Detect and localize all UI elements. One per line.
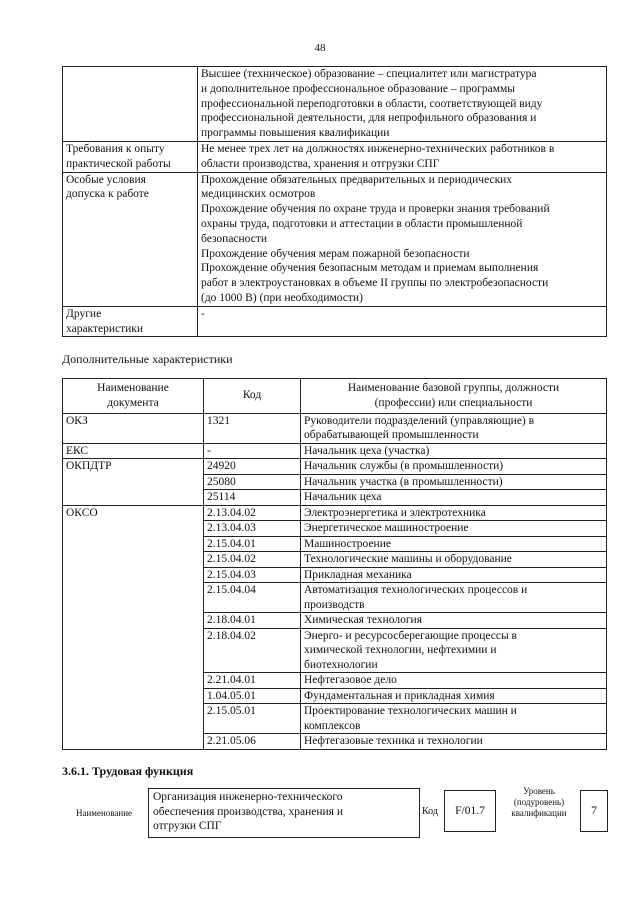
requirement-value-line: охраны труда, подготовки и аттестации в области промышленной <box>201 217 523 230</box>
code-cell: 2.18.04.02 <box>204 628 301 673</box>
function-name-line: обеспечения производства, хранения и <box>153 805 344 818</box>
requirement-label <box>63 306 198 337</box>
name-line: Начальник цеха <box>304 491 382 504</box>
name-line: Нефтегазовое дело <box>304 674 397 687</box>
labor-function-code: F/01.7 <box>444 790 496 832</box>
requirement-value-line: профессиональной переподготовки в области, соответствующей виду <box>201 97 543 110</box>
requirement-label-line: характеристики <box>66 322 144 335</box>
document-name: ОКПДТР <box>63 459 204 506</box>
level-label-line: квалификации <box>511 808 567 818</box>
name-line: Нефтегазовые техника и технологии <box>304 735 483 748</box>
name-line: комплексов <box>304 719 361 732</box>
name-line: Электроэнергетика и электротехника <box>304 506 486 519</box>
code-cell: 1321 <box>204 413 301 443</box>
code-cell: 25114 <box>204 490 301 506</box>
header-code <box>204 379 301 414</box>
requirement-value-line: и дополнительное профессиональное образование – программы <box>201 82 516 95</box>
document-name: ОКСО <box>63 505 204 749</box>
name-line: Химическая технология <box>304 614 422 627</box>
requirement-value-line: работ в электроустановках в объеме II группы по электробезопасности <box>201 277 549 290</box>
name-cell <box>301 413 607 443</box>
requirement-value-line: (до 1000 В) (при необходимости) <box>201 291 363 304</box>
name-line: Начальник участка (в промышленности) <box>304 475 503 488</box>
name-line: Технологические машины и оборудование <box>304 553 512 566</box>
requirements-row <box>63 67 607 142</box>
requirement-label <box>63 141 198 172</box>
requirement-value-line: безопасности <box>201 232 268 245</box>
name-line: Проектирование технологических машин и <box>304 705 517 718</box>
code-label: Код <box>422 806 438 817</box>
requirement-value <box>198 172 607 306</box>
requirements-row <box>63 306 607 337</box>
requirement-value-line: медицинских осмотров <box>201 188 316 201</box>
name-cell <box>301 704 607 734</box>
name-line: Прикладная механика <box>304 568 412 581</box>
requirement-value-line: Не менее трех лет на должностях инженерно-технических работников в <box>201 142 555 155</box>
name-line: Машиностроение <box>304 537 391 550</box>
code-cell: 2.13.04.02 <box>204 505 301 521</box>
name-line: биотехнологии <box>304 658 378 671</box>
labor-function-row <box>62 786 607 838</box>
page-number: 48 <box>314 42 326 54</box>
name-label: Наименование <box>75 808 133 818</box>
code-cell: 2.13.04.03 <box>204 521 301 537</box>
requirement-label-line: Другие <box>66 307 102 320</box>
level-label-line: Уровень <box>523 786 555 796</box>
code-cell: 2.21.05.06 <box>204 734 301 750</box>
name-line: Автоматизация технологических процессов и <box>304 584 528 597</box>
header-line: Код <box>242 389 262 402</box>
requirement-value-line: Прохождение обучения по охране труда и проверки знания требований <box>201 203 550 216</box>
requirement-value-line: Высшее (техническое) образование – специалитет или магистратура <box>201 68 537 80</box>
name-line: химической технологии, нефтехимии и <box>304 644 497 657</box>
code-cell: 2.15.04.03 <box>204 567 301 583</box>
name-cell <box>301 443 607 459</box>
header-name <box>301 379 607 414</box>
name-cell <box>301 673 607 689</box>
header-doc <box>63 379 204 414</box>
requirement-label-line: Требования к опыту <box>66 142 165 155</box>
header-line: Наименование базовой группы, должности <box>347 382 560 394</box>
requirement-label-line: Особые условия <box>66 173 146 186</box>
code-cell: - <box>204 443 301 459</box>
name-line: Начальник службы (в промышленности) <box>304 460 504 473</box>
name-cell <box>301 490 607 506</box>
name-cell <box>301 536 607 552</box>
name-line: Начальник цеха (участка) <box>304 444 430 457</box>
additional-characteristics-table <box>62 378 607 750</box>
name-cell <box>301 583 607 613</box>
name-cell <box>301 474 607 490</box>
document-name: ОКЗ <box>63 413 204 443</box>
header-line: документа <box>107 396 159 409</box>
requirement-value <box>198 306 607 337</box>
level-label-line: (подуровень) <box>513 797 565 807</box>
function-name-line: Организация инженерно-технического <box>153 791 343 803</box>
requirement-value-line: - <box>201 307 205 320</box>
name-line: производств <box>304 598 365 611</box>
name-cell <box>301 505 607 521</box>
code-cell: 25080 <box>204 474 301 490</box>
requirement-label-line: допуска к работе <box>66 188 149 201</box>
header-line: (профессии) или специальности <box>374 396 533 409</box>
name-cell <box>301 521 607 537</box>
header-line: Наименование <box>97 382 169 394</box>
requirement-value-line: Прохождение обучения безопасным методам и приемам выполнения <box>201 262 539 275</box>
name-cell <box>301 613 607 629</box>
name-cell <box>301 628 607 673</box>
code-cell: 2.15.05.01 <box>204 704 301 734</box>
name-cell <box>301 552 607 568</box>
requirement-label <box>63 67 198 142</box>
name-cell <box>301 688 607 704</box>
name-cell <box>301 567 607 583</box>
requirement-label-line: практической работы <box>66 157 171 170</box>
name-cell <box>301 459 607 475</box>
qualification-level-label <box>502 786 576 819</box>
code-cell: 2.15.04.01 <box>204 536 301 552</box>
code-cell: 1.04.05.01 <box>204 688 301 704</box>
table-row <box>63 413 607 443</box>
table-row <box>63 505 607 521</box>
name-line: Фундаментальная и прикладная химия <box>304 689 495 702</box>
name-cell <box>301 734 607 750</box>
header-row <box>63 379 607 414</box>
labor-function-title: 3.6.1. Трудовая функция <box>62 764 194 778</box>
additional-characteristics-title: Дополнительные характеристики <box>62 352 233 366</box>
labor-function-name <box>148 788 420 838</box>
name-line: обрабатывающей промышленности <box>304 429 479 442</box>
requirement-value <box>198 67 607 142</box>
code-cell: 2.15.04.04 <box>204 583 301 613</box>
requirement-value-line: Прохождение обучения мерам пожарной безопасности <box>201 247 470 260</box>
table-row <box>63 459 607 475</box>
qualification-level-value: 7 <box>580 790 608 832</box>
requirement-value-line: Прохождение обязательных предварительных и периодических <box>201 173 513 186</box>
code-cell: 2.18.04.01 <box>204 613 301 629</box>
requirement-value-line: программы повышения квалификации <box>201 127 390 140</box>
code-cell: 2.21.04.01 <box>204 673 301 689</box>
name-line: Руководители подразделений (управляющие) в <box>304 414 535 427</box>
requirements-table <box>62 66 607 337</box>
name-line: Энергетическое машиностроение <box>304 522 469 535</box>
requirement-value <box>198 141 607 172</box>
document-name: ЕКС <box>63 443 204 459</box>
function-name-line: отгрузки СПГ <box>153 820 222 832</box>
requirements-row <box>63 141 607 172</box>
requirement-value-line: области производства, хранения и отгрузки СПГ <box>201 157 440 170</box>
table-row <box>63 443 607 459</box>
code-cell: 24920 <box>204 459 301 475</box>
requirements-row <box>63 172 607 306</box>
code-cell: 2.15.04.02 <box>204 552 301 568</box>
requirement-label <box>63 172 198 306</box>
requirement-value-line: профессиональной деятельности, для непрофильного образования и <box>201 112 537 125</box>
name-line: Энерго- и ресурсосберегающие процессы в <box>304 629 517 642</box>
